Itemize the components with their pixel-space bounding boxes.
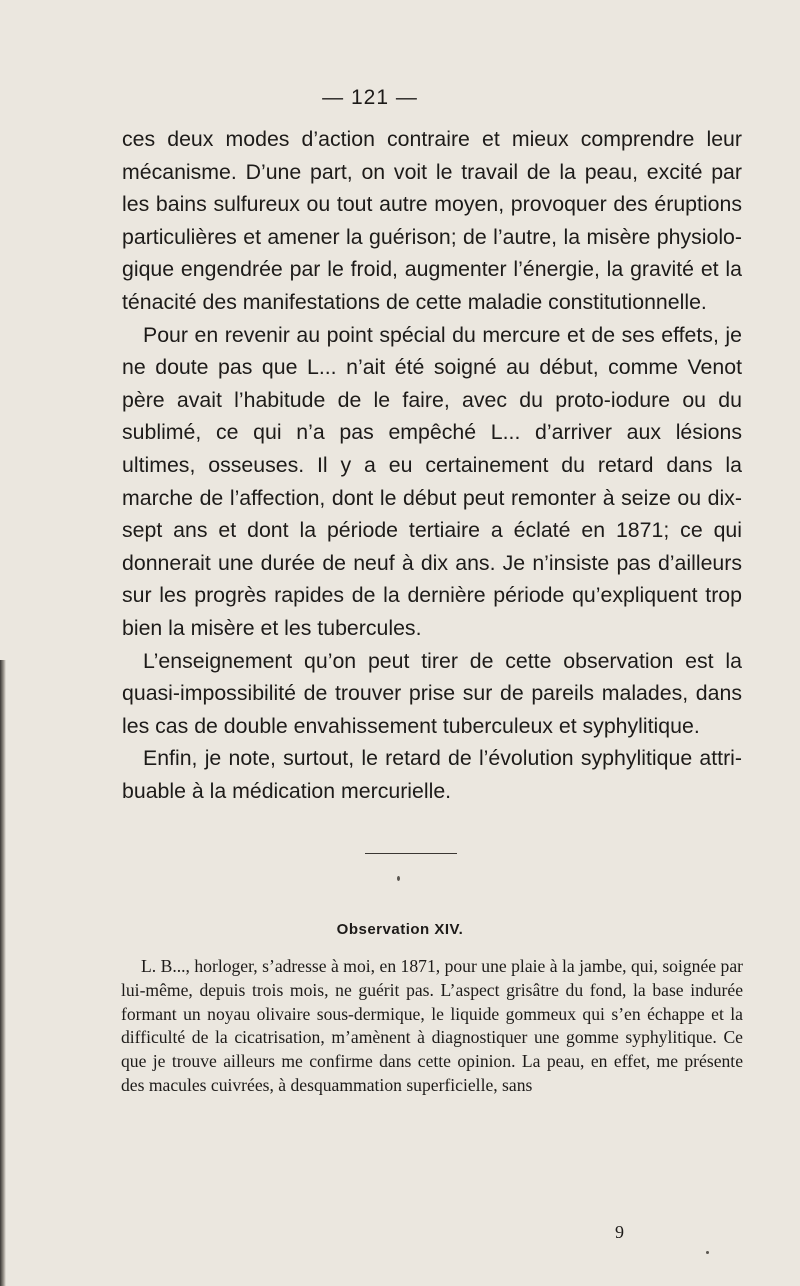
observation-text xyxy=(121,955,743,1098)
observation-heading: Observation XIV. xyxy=(336,921,464,938)
page-number: — 121 — xyxy=(322,86,418,109)
paragraph: ces deux modes d’action contraire et mieux comprendre leur mécanisme. D’une part, on voit le travail de la peau, excité par les bains sulfureux ou tout autre moyen, provoquer des éruptions particulières et amener la guérison; de l’autre, la misère physiolo-gique engendrée par le froid, augmenter l’énergie, la gravité et la ténacité des manifestations de cette maladie constitutionnelle. xyxy=(122,127,742,314)
signature-mark: 9 xyxy=(615,1222,624,1242)
ink-speck xyxy=(397,876,400,881)
paragraph: L. B..., horloger, s’adresse à moi, en 1871, pour une plaie à la jambe, qui, soignée par lui-même, depuis trois mois, ne guérit pas. L’aspect grisâtre du fond, la base indurée formant un noyau olivaire sous-dermique, le liquide gommeux qui s’en échappe et la difficulté de la cicatrisation, m’amènent à diagnostiquer une gomme syphylitique. Ce que je trouve ailleurs me confirme dans cette opinion. La peau, en effet, me présente des macules cuivrées, à desquammation superficielle, sans xyxy=(121,956,743,1095)
ink-speck xyxy=(706,1251,709,1254)
paragraph: L’enseignement qu’on peut tirer de cette observation est la quasi-impossibilité de trouver prise sur de pareils malades, dans les cas de double envahissement tuberculeux et syphylitique. xyxy=(122,648,742,738)
section-divider xyxy=(365,853,457,854)
paragraph: Enfin, je note, surtout, le retard de l’évolution syphylitique attri-buable à la médication mercurielle. xyxy=(122,746,742,803)
main-text xyxy=(122,123,742,807)
page-binding-edge xyxy=(0,660,6,1286)
paragraph: Pour en revenir au point spécial du mercure et de ses effets, je ne doute pas que L... n’ait été soigné au début, comme Venot père avait l’habitude de le faire, avec du proto-iodure ou du sublimé, ce qui n’a pas empêché L... d’arriver aux lésions ultimes, osseuses. Il y a eu certainement du retard dans la marche de l’affection, dont le début peut remonter à seize ou dix-sept ans et dont la période tertiaire a éclaté en 1871; ce qui donnerait une durée de neuf à dix ans. Je n’insiste pas d’ailleurs sur les progrès rapides de la dernière période qu’expliquent trop bien la misère et les tubercules. xyxy=(122,322,742,640)
